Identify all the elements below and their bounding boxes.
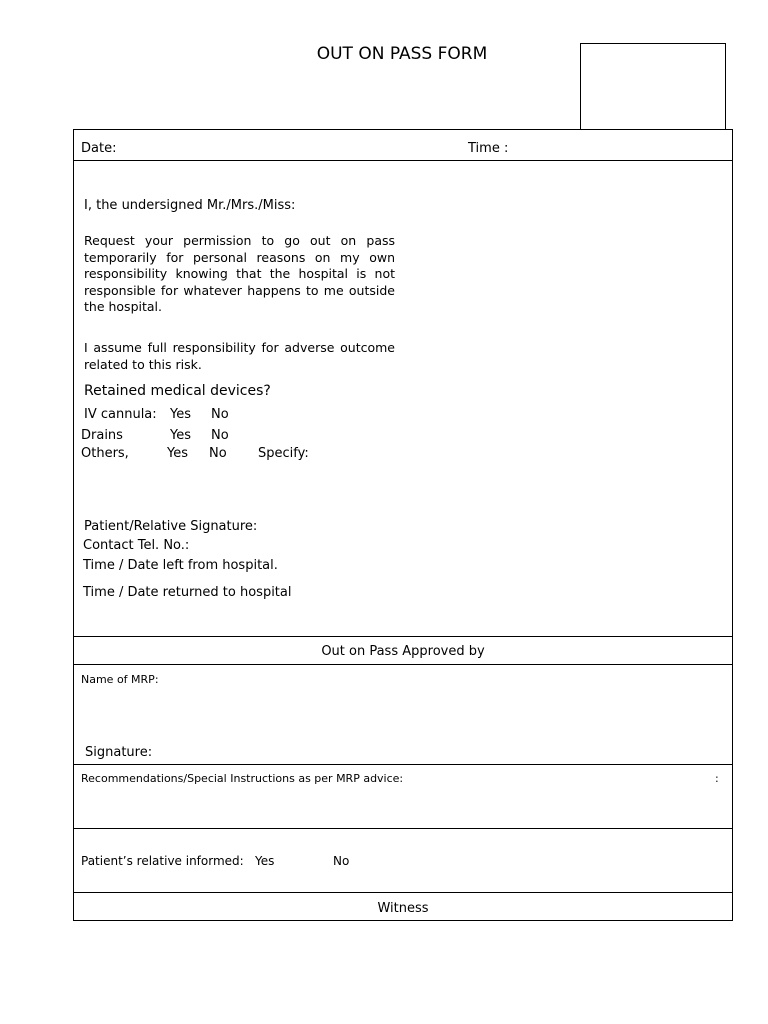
time-label: Time : [468,141,509,156]
responsibility-paragraph: I assume full responsibility for adverse outcome related to this risk. [84,340,395,372]
iv-cannula-no[interactable]: No [211,407,229,422]
divider-approval-heading [73,664,733,665]
relative-informed-no[interactable]: No [333,854,350,868]
others-yes[interactable]: Yes [167,446,188,461]
divider-relative [73,892,733,893]
date-label: Date: [81,141,117,156]
iv-cannula-label: IV cannula: [84,407,157,422]
divider-header [73,160,733,161]
drains-yes[interactable]: Yes [170,428,191,443]
undersigned-label: I, the undersigned Mr./Mrs./Miss: [84,198,296,213]
request-paragraph: Request your permission to go out on pass temporarily for personal reasons on my own responsibility knowing that the hospital is not responsible for whatever happens to me outside the hospital. [84,233,395,314]
iv-cannula-yes[interactable]: Yes [170,407,191,422]
divider-signature [73,764,733,765]
photo-box [580,43,726,130]
witness-label: Witness [377,901,429,916]
devices-question: Retained medical devices? [84,383,271,399]
recommendations-colon: : [715,772,719,785]
time-left-label: Time / Date left from hospital. [83,558,278,573]
approval-heading: Out on Pass Approved by [321,644,485,659]
page-title: OUT ON PASS FORM [316,44,488,64]
contact-tel-label: Contact Tel. No.: [83,538,190,553]
relative-informed-label: Patient’s relative informed: [81,854,244,868]
divider-declaration [73,636,733,637]
divider-recommendations [73,828,733,829]
recommendations-label: Recommendations/Special Instructions as per MRP advice: [81,772,404,785]
time-returned-label: Time / Date returned to hospital [83,585,292,600]
others-specify-label: Specify: [258,446,309,461]
others-no[interactable]: No [209,446,227,461]
others-label: Others, [81,446,129,461]
mrp-name-label: Name of MRP: [81,673,159,686]
drains-label: Drains [81,428,123,443]
mrp-signature-label: Signature: [85,745,153,760]
patient-signature-label: Patient/Relative Signature: [84,519,258,534]
relative-informed-yes[interactable]: Yes [255,854,275,868]
drains-no[interactable]: No [211,428,229,443]
